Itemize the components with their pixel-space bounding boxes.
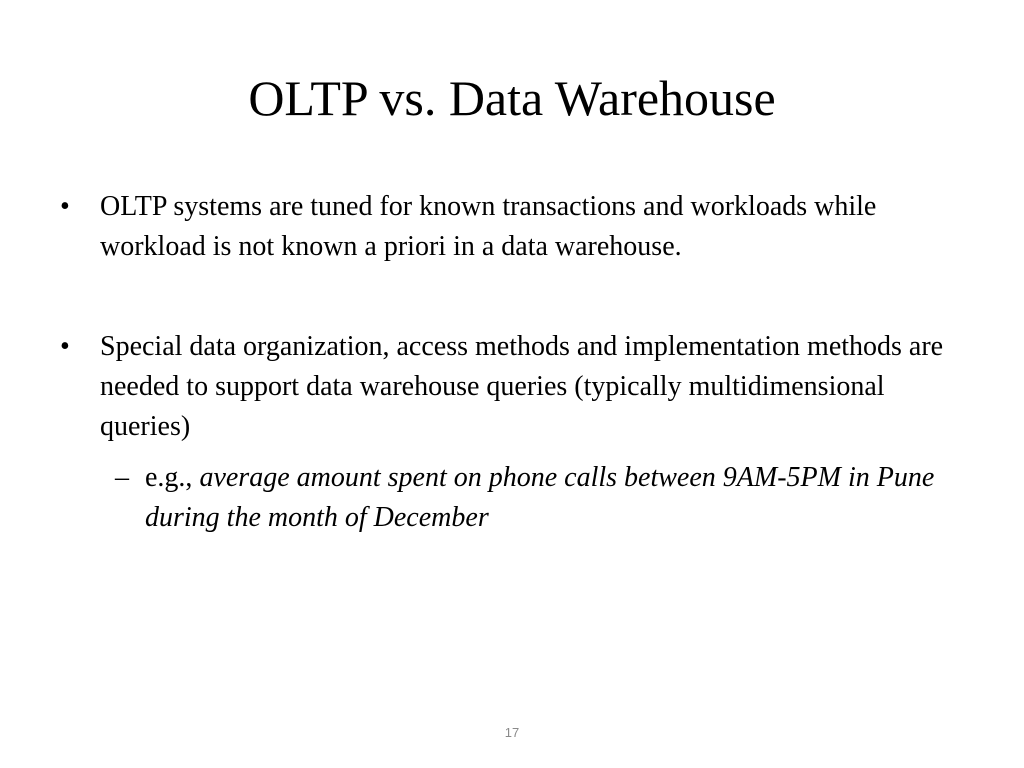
- sub-bullet-item: [115, 458, 945, 538]
- page-number: 17: [504, 725, 520, 740]
- dash-icon: –: [115, 462, 129, 493]
- slide-title: OLTP vs. Data Warehouse: [248, 70, 776, 126]
- sub-bullet-emphasis: average amount spent on phone calls between 9AM-5PM in Pune during the month of December: [145, 462, 935, 533]
- bullet-text: OLTP systems are tuned for known transactions and workloads while workload is not known a priori in a data warehouse.: [100, 191, 877, 262]
- bullet-item: [60, 187, 980, 267]
- bullet-icon: •: [60, 191, 70, 222]
- bullet-item: [60, 327, 980, 447]
- sub-bullet-lead: e.g.,: [145, 462, 200, 493]
- bullet-icon: •: [60, 331, 70, 362]
- bullet-text: Special data organization, access methods and implementation methods are needed to support data warehouse queries (typically multidimensional queries): [100, 331, 944, 442]
